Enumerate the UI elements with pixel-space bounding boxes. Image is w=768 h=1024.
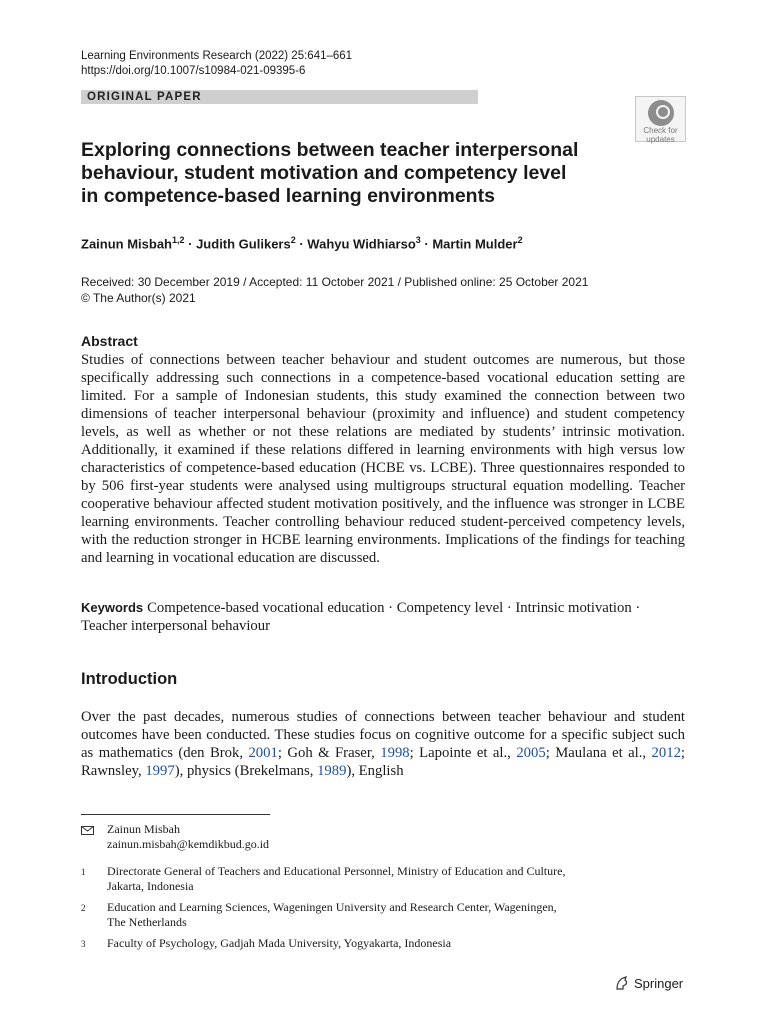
author-name[interactable]: Zainun Misbah [81, 236, 172, 252]
citation-link[interactable]: 2012 [651, 745, 681, 761]
author-separator: · [184, 236, 197, 252]
citation-link[interactable]: 2005 [516, 745, 546, 761]
publication-history: Received: 30 December 2019 / Accepted: 11 October 2021 / Published online: 25 October 2021 [81, 275, 589, 289]
crossmark-text-2: updates [646, 135, 675, 144]
intro-text-run: ; Rawnsley, [81, 745, 686, 779]
keywords-text: Competence-based vocational education · Competency level · Intrinsic motivation · Teacher interpersonal behaviour [81, 600, 641, 634]
affiliation-number: 3 [81, 939, 86, 949]
paper-title [81, 139, 641, 208]
affiliation [107, 900, 667, 930]
corresponding-author [107, 822, 269, 852]
citation-link[interactable]: 2001 [248, 745, 278, 761]
author-list [81, 231, 523, 253]
affiliation [107, 864, 667, 894]
intro-text-run: ; Maulana et al., [545, 745, 652, 761]
author-name[interactable]: Wahyu Widhiarso [307, 236, 416, 252]
keywords [81, 599, 685, 635]
journal-citation [81, 49, 352, 79]
introduction-heading: Introduction [81, 670, 178, 688]
footnote-divider [81, 814, 270, 815]
affiliation-line: Directorate General of Teachers and Educational Personnel, Ministry of Education and Culture, [107, 864, 566, 878]
author-affiliation-mark: 3 [415, 235, 421, 245]
author-affiliation-mark: 2 [290, 235, 296, 245]
crossmark-text-1: Check for [643, 126, 678, 135]
publisher-name: Springer [634, 976, 684, 991]
affiliation-line: Jakarta, Indonesia [107, 879, 194, 893]
corresponding-author-name: Zainun Misbah [107, 822, 180, 836]
abstract-text: Studies of connections between teacher behaviour and student outcomes are numerous, but those specifically addressing such connections in a competence-based vocational education setting are limited. For a sample of Indonesian students, this study examined the connection between two dimensions of teacher interpersonal behaviour (proximity and influence) and student competency levels, as well as whether or not these relations are mediated by students’ intrinsic motivation. Additionally, it examined if these relations differed in learning environments with high versus low characteristics of competence-based education (HCBE vs. LCBE). Three questionnaires responded to by 506 first-year students were analysed using multigroups structural equation modelling. Teacher cooperative behaviour affected student motivation positively, and the influence was stronger in LCBE learning environments. Teacher controlling behaviour reduced student-perceived competency levels, with the reduction stronger in HCBE learning environments. Implications of the findings for teaching and learning in vocational education are discussed. [81, 352, 685, 566]
author-name[interactable]: Judith Gulikers [196, 236, 291, 252]
doi-link[interactable]: https://doi.org/10.1007/s10984-021-09395-6 [81, 65, 306, 77]
intro-text-run: ; Lapointe et al., [409, 745, 517, 761]
publication-dates [81, 274, 588, 306]
abstract-heading: Abstract [81, 333, 138, 349]
check-for-updates-button[interactable] [635, 96, 686, 142]
author-name[interactable]: Martin Mulder [432, 236, 518, 252]
affiliation-line: Education and Learning Sciences, Wageningen University and Research Center, Wageningen, [107, 900, 557, 914]
citation-link[interactable]: 1998 [380, 745, 410, 761]
envelope-icon [81, 826, 94, 835]
title-line: behaviour, student motivation and competency level [81, 162, 567, 184]
journal-line: Learning Environments Research (2022) 25:641–661 [81, 50, 353, 62]
author-separator: · [295, 236, 308, 252]
article-type-label: ORIGINAL PAPER [87, 91, 202, 103]
affiliation-line: The Netherlands [107, 915, 187, 929]
affiliation-number: 1 [81, 867, 86, 877]
affiliation-number: 2 [81, 903, 86, 913]
title-line: Exploring connections between teacher interpersonal [81, 139, 579, 161]
citation-link[interactable]: 1997 [145, 763, 175, 779]
intro-text-run: ), physics (Brekelmans, [174, 763, 318, 779]
springer-horse-icon [614, 975, 630, 991]
intro-text-run: ; Goh & Fraser, [277, 745, 381, 761]
keywords-label: Keywords [81, 600, 144, 615]
author-separator: · [420, 236, 433, 252]
citation-link[interactable]: 1989 [317, 763, 347, 779]
corresponding-author-email[interactable]: zainun.misbah@kemdikbud.go.id [107, 837, 270, 851]
author-affiliation-mark: 2 [517, 235, 523, 245]
intro-text-run: Over the past decades, numerous studies of connections between teacher behaviour and student outcomes have been conducted. These studies focus on cognitive outcome for a specific subject such as mathematics (den Brok, [81, 709, 685, 761]
affiliation [107, 936, 667, 951]
crossmark-icon [648, 100, 674, 126]
publisher-logo [614, 975, 683, 993]
title-line: in competence-based learning environments [81, 185, 495, 207]
copyright-line: © The Author(s) 2021 [81, 291, 196, 305]
intro-text-run: ), English [346, 763, 404, 779]
introduction-text [81, 708, 685, 780]
author-affiliation-mark: 1,2 [172, 235, 185, 245]
affiliation-line: Faculty of Psychology, Gadjah Mada University, Yogyakarta, Indonesia [107, 936, 452, 950]
